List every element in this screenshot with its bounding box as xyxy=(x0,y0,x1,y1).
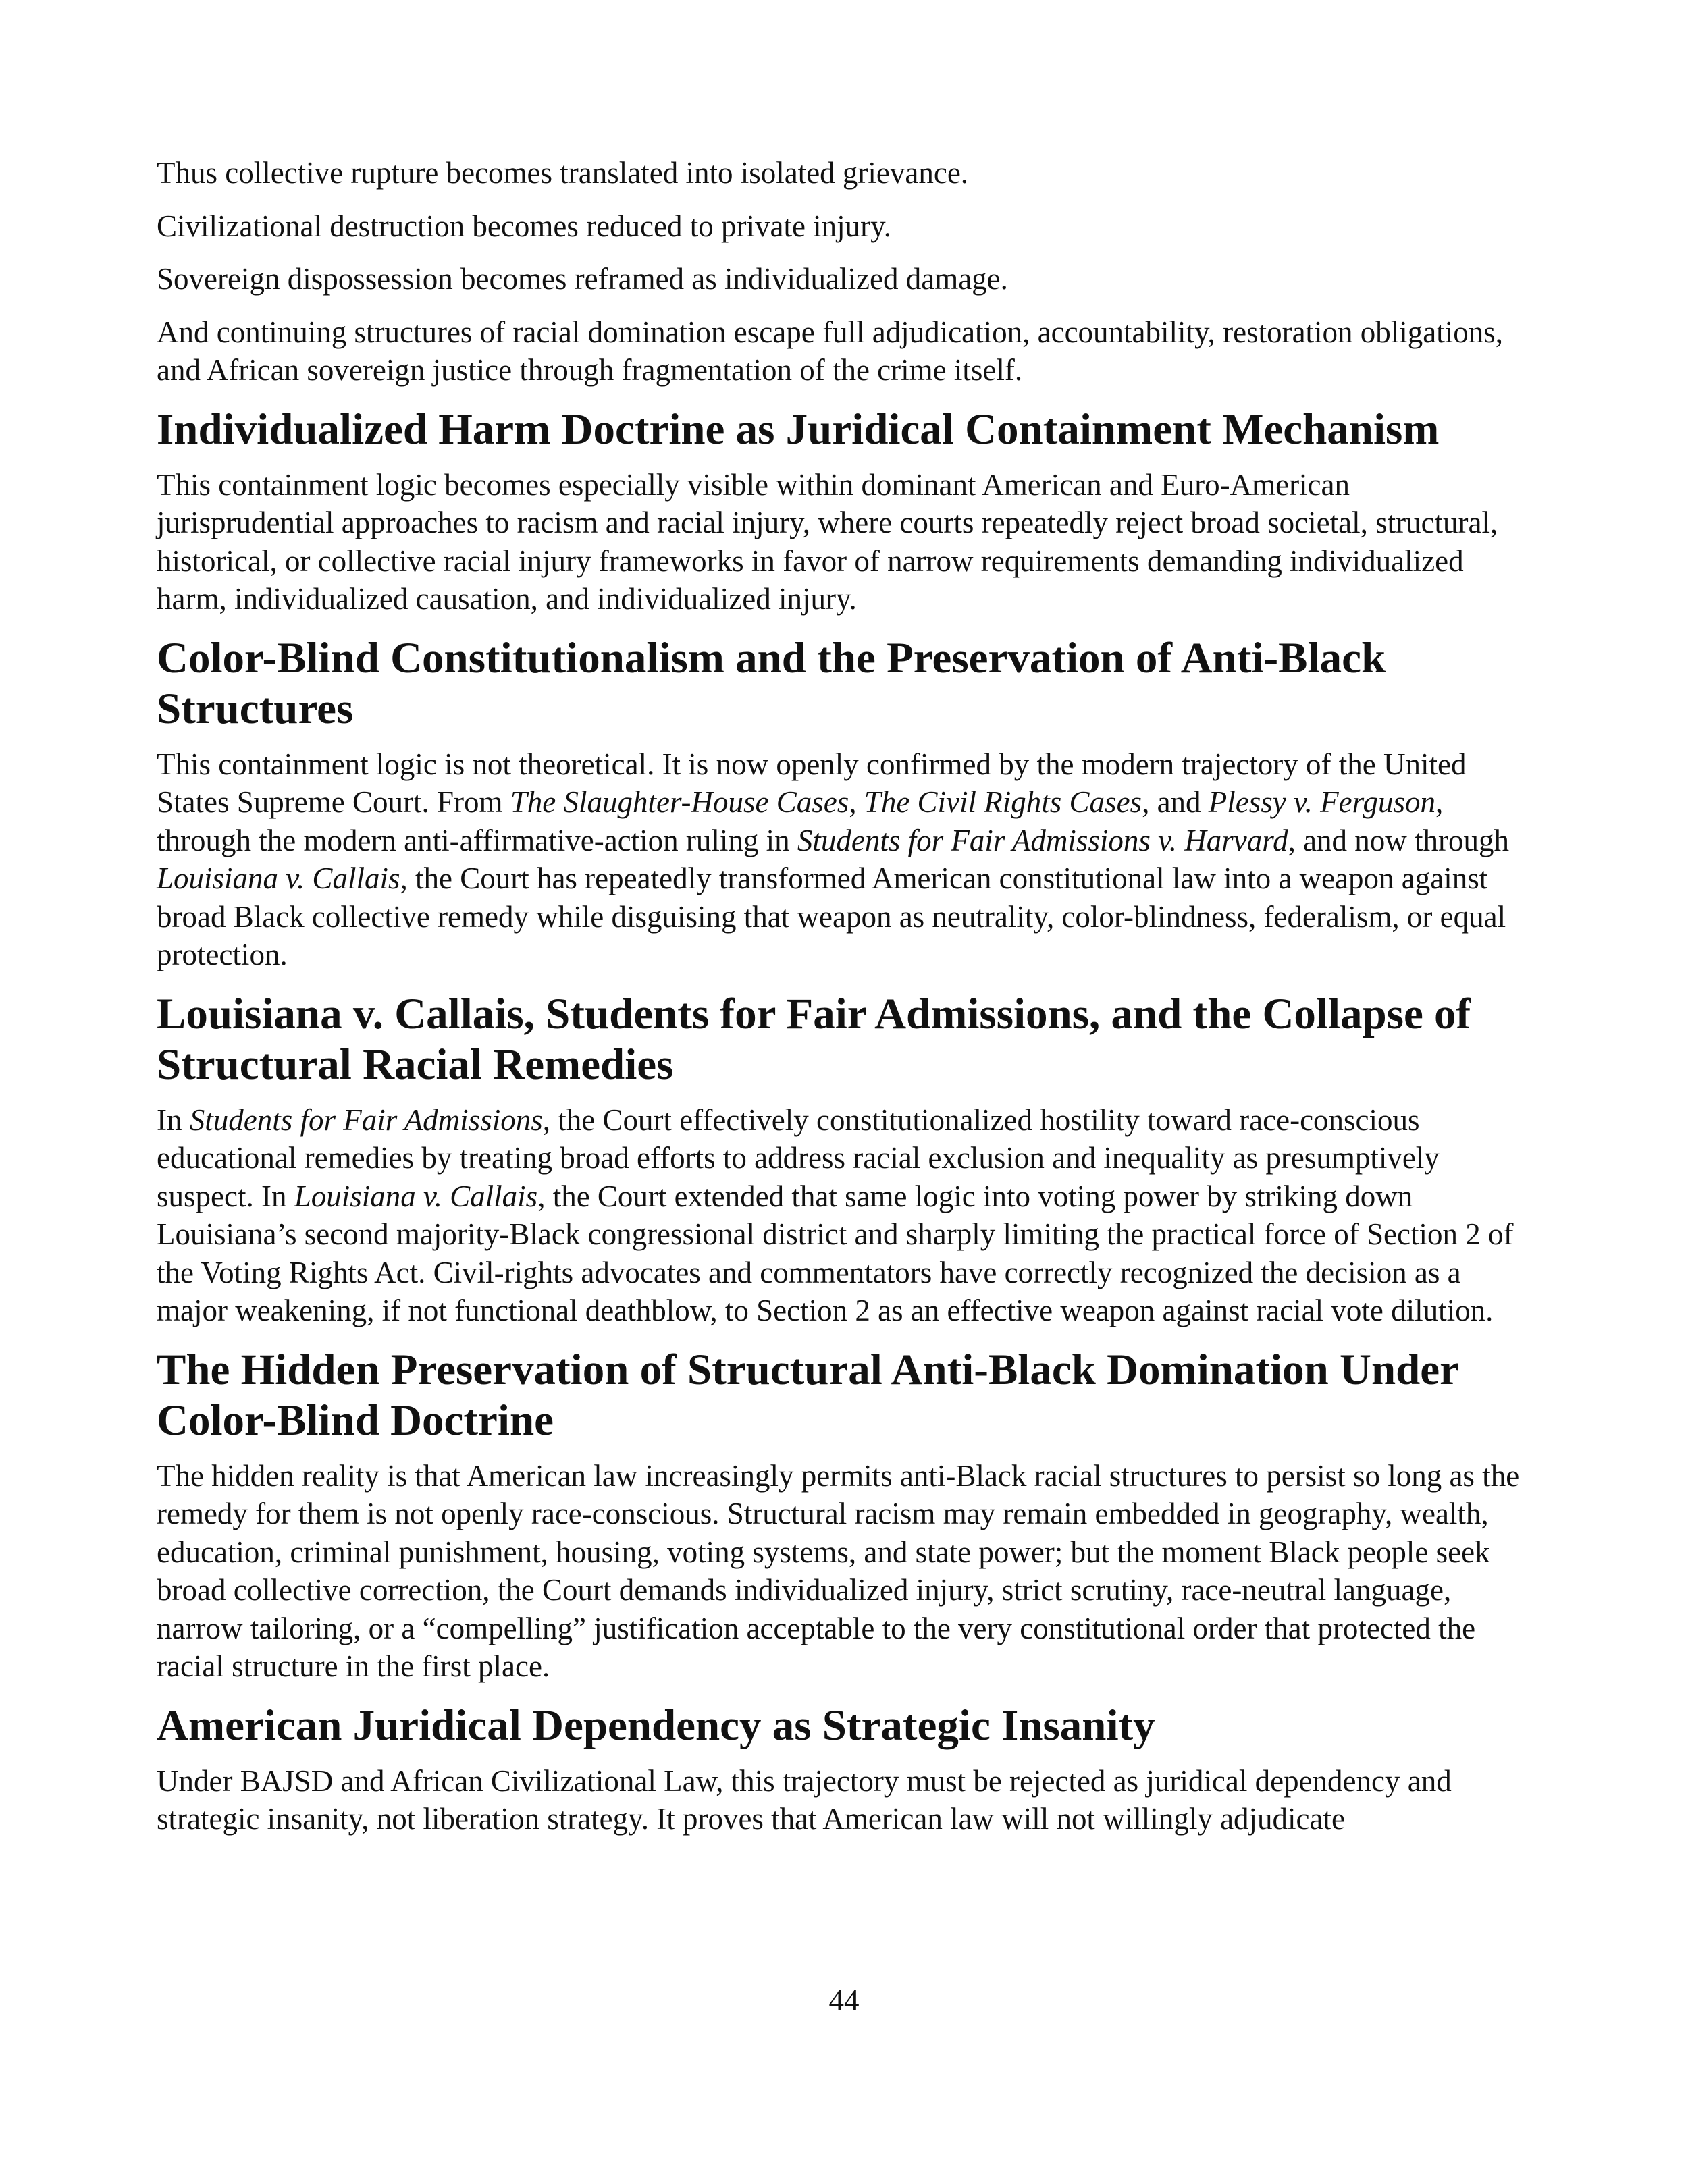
text-run: , and now through xyxy=(1288,823,1510,857)
document-page xyxy=(157,154,1531,1838)
section-heading-color-blind: Color-Blind Constitutionalism and the Preservation of Anti-Black Structures xyxy=(157,633,1386,733)
section-heading-callais: Louisiana v. Callais, Students for Fair Admissions, and the Collapse of Structural Racial Remedies xyxy=(157,989,1471,1089)
page-number: 44 xyxy=(828,1983,860,2017)
section-body-hidden-preservation: The hidden reality is that American law increasingly permits anti-Black racial structures to persist so long as the remedy for them is not openly race-conscious. Structural racism may remain embedded in geography, wealth, education, criminal punishment, housing, voting systems, and state power; but the moment Black people seek broad collective correction, the Court demands individualized injury, strict scrutiny, race-neutral language, narrow tailoring, or a “compelling” justification acceptable to the very constitutional order that protected the racial structure in the first place. xyxy=(157,1458,1520,1683)
text-run: , xyxy=(849,785,864,819)
intro-line-2: Civilizational destruction becomes reduced to private injury. xyxy=(157,209,891,243)
intro-line-3: Sovereign dispossession becomes reframed as individualized damage. xyxy=(157,262,1008,296)
case-citation: Louisiana v. Callais xyxy=(294,1179,538,1213)
case-citation: The Civil Rights Cases xyxy=(864,785,1142,819)
section-body-callais xyxy=(157,1101,1531,1330)
text-run: , the Court effectively constitutionalized hostility toward race-conscious educational remedies by treating broad efforts to address racial exclusion and inequality as presumptively suspect. In xyxy=(157,1102,1440,1213)
text-run: In xyxy=(157,1102,190,1137)
text-run: , through the modern anti-affirmative-action ruling in xyxy=(157,785,1444,857)
section-heading-hidden-preservation: The Hidden Preservation of Structural Anti-Black Domination Under Color-Blind Doctrine xyxy=(157,1345,1458,1445)
section-heading-juridical-dependency: American Juridical Dependency as Strategic Insanity xyxy=(157,1701,1155,1750)
case-citation: Students for Fair Admissions xyxy=(189,1102,543,1137)
text-run: , the Court extended that same logic into voting power by striking down Louisiana’s second majority-Black congressional district and sharply limiting the practical force of Section 2 of the Voting Rights Act. Civil-rights advocates and commentators have correctly recognized the decision as a major weakening, if not functional deathblow, to Section 2 as an effective weapon against racial vote dilution. xyxy=(157,1179,1514,1327)
intro-line-1: Thus collective rupture becomes translated into isolated grievance. xyxy=(157,156,969,190)
intro-paragraph: And continuing structures of racial domination escape full adjudication, accountability, restoration obligations, and African sovereign justice through fragmentation of the crime itself. xyxy=(157,315,1504,387)
section-body-juridical-dependency: Under BAJSD and African Civilizational Law, this trajectory must be rejected as juridical dependency and strategic insanity, not liberation strategy. It proves that American law will not willingly adjudicate xyxy=(157,1763,1452,1836)
text-run: , and xyxy=(1142,785,1209,819)
case-citation: The Slaughter-House Cases xyxy=(510,785,849,819)
section-body-individualized-harm: This containment logic becomes especially visible within dominant American and Euro-American jurisprudential approaches to racism and racial injury, where courts repeatedly reject broad societal, structural, historical, or collective racial injury frameworks in favor of narrow requirements demanding individualized harm, individualized causation, and individualized injury. xyxy=(157,467,1498,616)
text-run: , the Court has repeatedly transformed American constitutional law into a weapon against broad Black collective remedy while disguising that weapon as neutrality, color-blindness, federalism, or equal protection. xyxy=(157,861,1506,971)
section-body-color-blind xyxy=(157,745,1531,974)
section-heading-individualized-harm: Individualized Harm Doctrine as Juridical Containment Mechanism xyxy=(157,404,1440,454)
case-citation: Students for Fair Admissions v. Harvard xyxy=(797,823,1288,857)
case-citation: Plessy v. Ferguson xyxy=(1208,785,1435,819)
text-run: This containment logic is not theoretical. It is now openly confirmed by the modern trajectory of the United States Supreme Court. From xyxy=(157,747,1467,819)
case-citation: Louisiana v. Callais xyxy=(157,861,400,895)
